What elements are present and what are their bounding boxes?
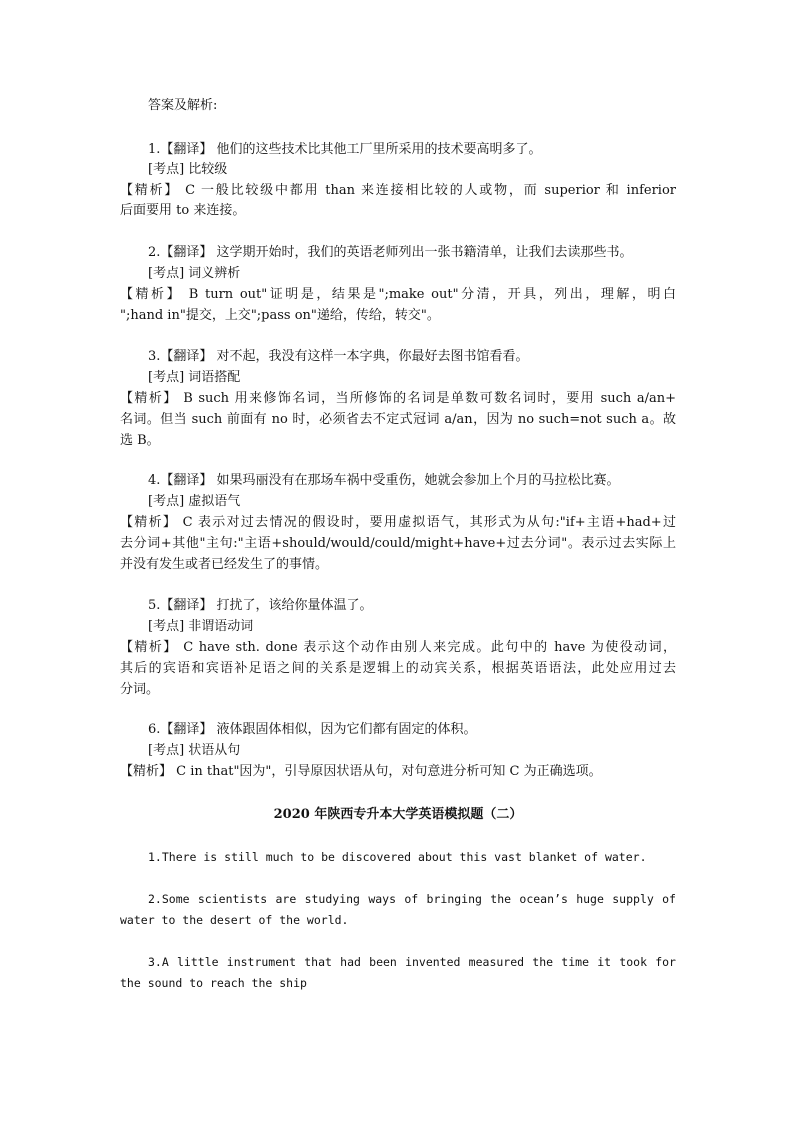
sentence-3-cont: the sound to reach the ship [120,976,307,990]
answer-3-analysis-cont: 名词。但当 such 前面有 no 时，必须省去不定式冠词 a/an，因为 no such=not such a。故 [120,412,676,427]
answer-1-translation: 1.【翻译】 他们的这些技术比其他工厂里所采用的技术要高明多了。 [148,142,542,157]
answer-5-translation: 5.【翻译】 打扰了，该给你量体温了。 [148,598,373,613]
answer-6-analysis: 【精析】 C in that"因为"，引导原因状语从句，对句意进分析可知 C 为正确选项。 [120,764,602,779]
answer-1-analysis-cont: 后面要用 to 来连接。 [120,203,246,218]
answer-1-point: [考点] 比较级 [148,162,228,177]
answer-6-point: [考点] 状语从句 [148,743,241,758]
answer-4-translation: 4.【翻译】 如果玛丽没有在那场车祸中受重伤，她就会参加上个月的马拉松比赛。 [148,473,620,488]
answer-5-analysis: 【精析】 C have sth. done 表示这个动作由别人来完成。此句中的 have 为使役动词， [120,640,676,655]
answer-3-analysis-end: 选 B。 [120,433,160,448]
answer-5-point: [考点] 非谓语动词 [148,619,254,634]
section-title: 2020 年陕西专升本大学英语模拟题（二） [273,807,523,822]
sentence-2-cont: water to the desert of the world. [120,913,349,927]
answer-6-translation: 6.【翻译】 液体跟固体相似，因为它们都有固定的体积。 [148,722,477,737]
answer-2-analysis-cont: ";hand in"提交，上交";pass on"递给，传给，转交"。 [120,308,440,323]
sentence-3: 3.A little instrument that had been invented measured the time it took for [148,955,676,969]
answer-5-analysis-cont: 其后的宾语和宾语补足语之间的关系是逻辑上的动宾关系，根据英语语法，此处应用过去 [120,661,676,676]
sentence-1: 1.There is still much to be discovered about this vast blanket of water. [148,850,647,864]
answer-3-point: [考点] 词语搭配 [148,370,241,385]
answer-2-translation: 2.【翻译】 这学期开始时，我们的英语老师列出一张书籍清单，让我们去读那些书。 [148,245,633,260]
sentence-2: 2.Some scientists are studying ways of bringing the ocean’s huge supply of [148,892,676,906]
answer-1-analysis: 【精析】 C 一般比较级中都用 than 来连接相比较的人或物，而 superior 和 inferior [120,183,676,198]
answer-4-point: [考点] 虚拟语气 [148,494,241,509]
answers-header: 答案及解析: [148,98,218,113]
answer-2-analysis: 【精析】 B turn out"证明是，结果是";make out"分清，开具，列出，理解，明白 [120,287,676,302]
answer-4-analysis-end: 并没有发生或者已经发生了的事情。 [120,557,329,572]
answer-3-analysis: 【精析】 B such 用来修饰名词，当所修饰的名词是单数可数名词时，要用 such a/an+ [120,391,676,406]
answer-4-analysis: 【精析】 C 表示对过去情况的假设时，要用虚拟语气，其形式为从句:"if+主语+had+过 [120,515,676,530]
answer-3-translation: 3.【翻译】 对不起，我没有这样一本字典，你最好去图书馆看看。 [148,349,529,364]
answer-2-point: [考点] 词义辨析 [148,266,241,281]
answer-4-analysis-cont: 去分词+其他"主句:"主语+should/would/could/might+have+过去分词"。表示过去实际上 [120,536,676,551]
answer-5-analysis-end: 分词。 [120,682,160,697]
